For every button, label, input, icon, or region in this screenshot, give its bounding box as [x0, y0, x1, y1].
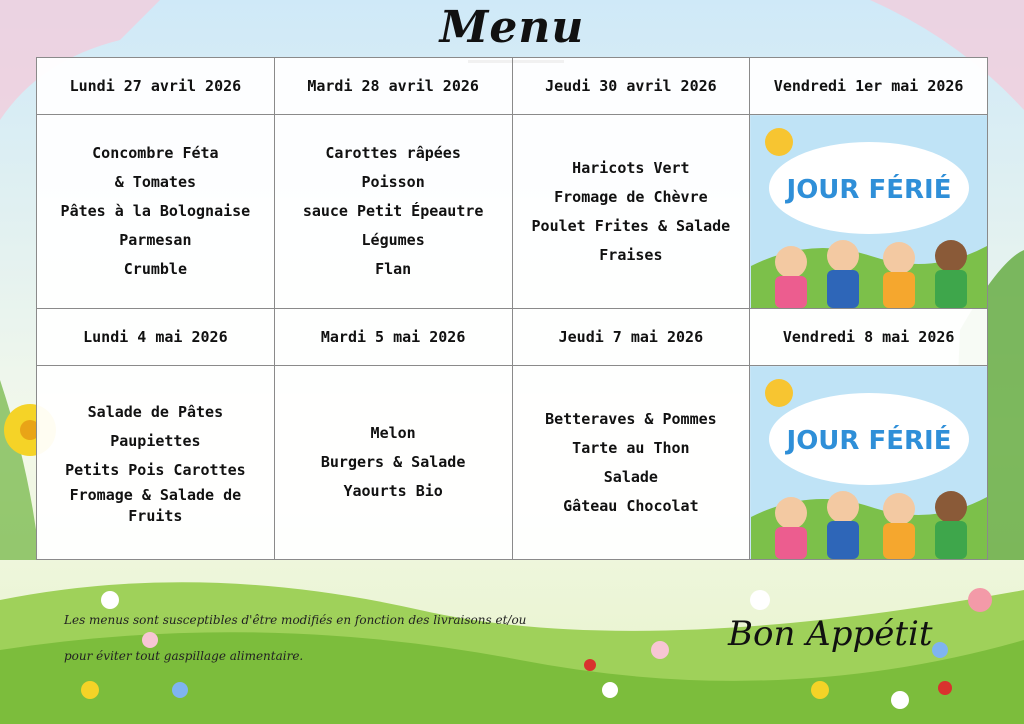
dish: Gâteau Chocolat	[563, 496, 699, 515]
menu-cell-monday	[37, 366, 275, 560]
menu-row-week-2	[37, 366, 988, 560]
dish: Betteraves & Pommes	[545, 409, 717, 428]
dish: Fromage & Salade de Fruits	[69, 486, 242, 525]
dish: Burgers & Salade	[320, 453, 466, 471]
holiday-illustration	[751, 116, 987, 308]
dish: Crumble	[123, 260, 187, 278]
menu-cell-thursday	[512, 366, 750, 560]
menu-cell-tuesday	[274, 115, 512, 309]
menu-cell-thursday	[512, 115, 750, 309]
holiday-cell	[750, 366, 988, 560]
holiday-label: JOUR FÉRIÉ	[786, 425, 952, 456]
day-header: Jeudi 7 mai 2026	[512, 309, 750, 366]
menu-disclaimer: Les menus sont susceptibles d'être modifiés en fonction des livraisons et/ou pour éviter tout gaspillage alimentaire.	[64, 613, 527, 663]
day-header: Vendredi 8 mai 2026	[750, 309, 988, 366]
day-header: Jeudi 30 avril 2026	[512, 58, 750, 115]
header-row-week-1	[37, 58, 988, 115]
menu-table	[36, 57, 988, 560]
day-header: Mardi 5 mai 2026	[274, 309, 512, 366]
dish: Paupiettes	[110, 432, 201, 450]
dish: Tarte au Thon	[572, 438, 690, 457]
dish: Fraises	[599, 245, 663, 264]
menu-cell-monday	[37, 115, 275, 309]
dish: Haricots Vert	[572, 158, 690, 177]
dish: Concombre Féta	[92, 144, 219, 162]
dish: Parmesan	[119, 231, 192, 249]
menu-row-week-1	[37, 115, 988, 309]
holiday-illustration	[751, 367, 987, 559]
dish: Légumes	[361, 231, 425, 249]
holiday-cell	[750, 115, 988, 309]
day-header: Mardi 28 avril 2026	[274, 58, 512, 115]
day-header: Lundi 27 avril 2026	[37, 58, 275, 115]
dish: Poisson	[361, 173, 425, 191]
day-header: Vendredi 1er mai 2026	[750, 58, 988, 115]
dish: Salade de Pâtes	[87, 403, 224, 421]
dish: Salade	[603, 467, 658, 486]
dish: Pâtes à la Bolognaise	[60, 202, 251, 220]
dish: Carottes râpées	[325, 144, 461, 162]
dish: Petits Pois Carottes	[65, 461, 246, 479]
bon-appetit: Bon Appétit	[728, 614, 933, 654]
dish: Fromage de Chèvre	[554, 187, 708, 206]
header-row-week-2	[37, 309, 988, 366]
dish: Yaourts Bio	[343, 482, 443, 500]
holiday-label: JOUR FÉRIÉ	[786, 174, 952, 205]
dish: Flan	[375, 260, 412, 278]
dish: sauce Petit Épeautre	[302, 202, 484, 220]
day-header: Lundi 4 mai 2026	[37, 309, 275, 366]
menu-cell-tuesday	[274, 366, 512, 560]
dish: Poulet Frites & Salade	[531, 216, 731, 235]
dish: Melon	[370, 424, 416, 442]
dish: & Tomates	[114, 173, 197, 191]
page-title: Menu	[439, 2, 585, 53]
